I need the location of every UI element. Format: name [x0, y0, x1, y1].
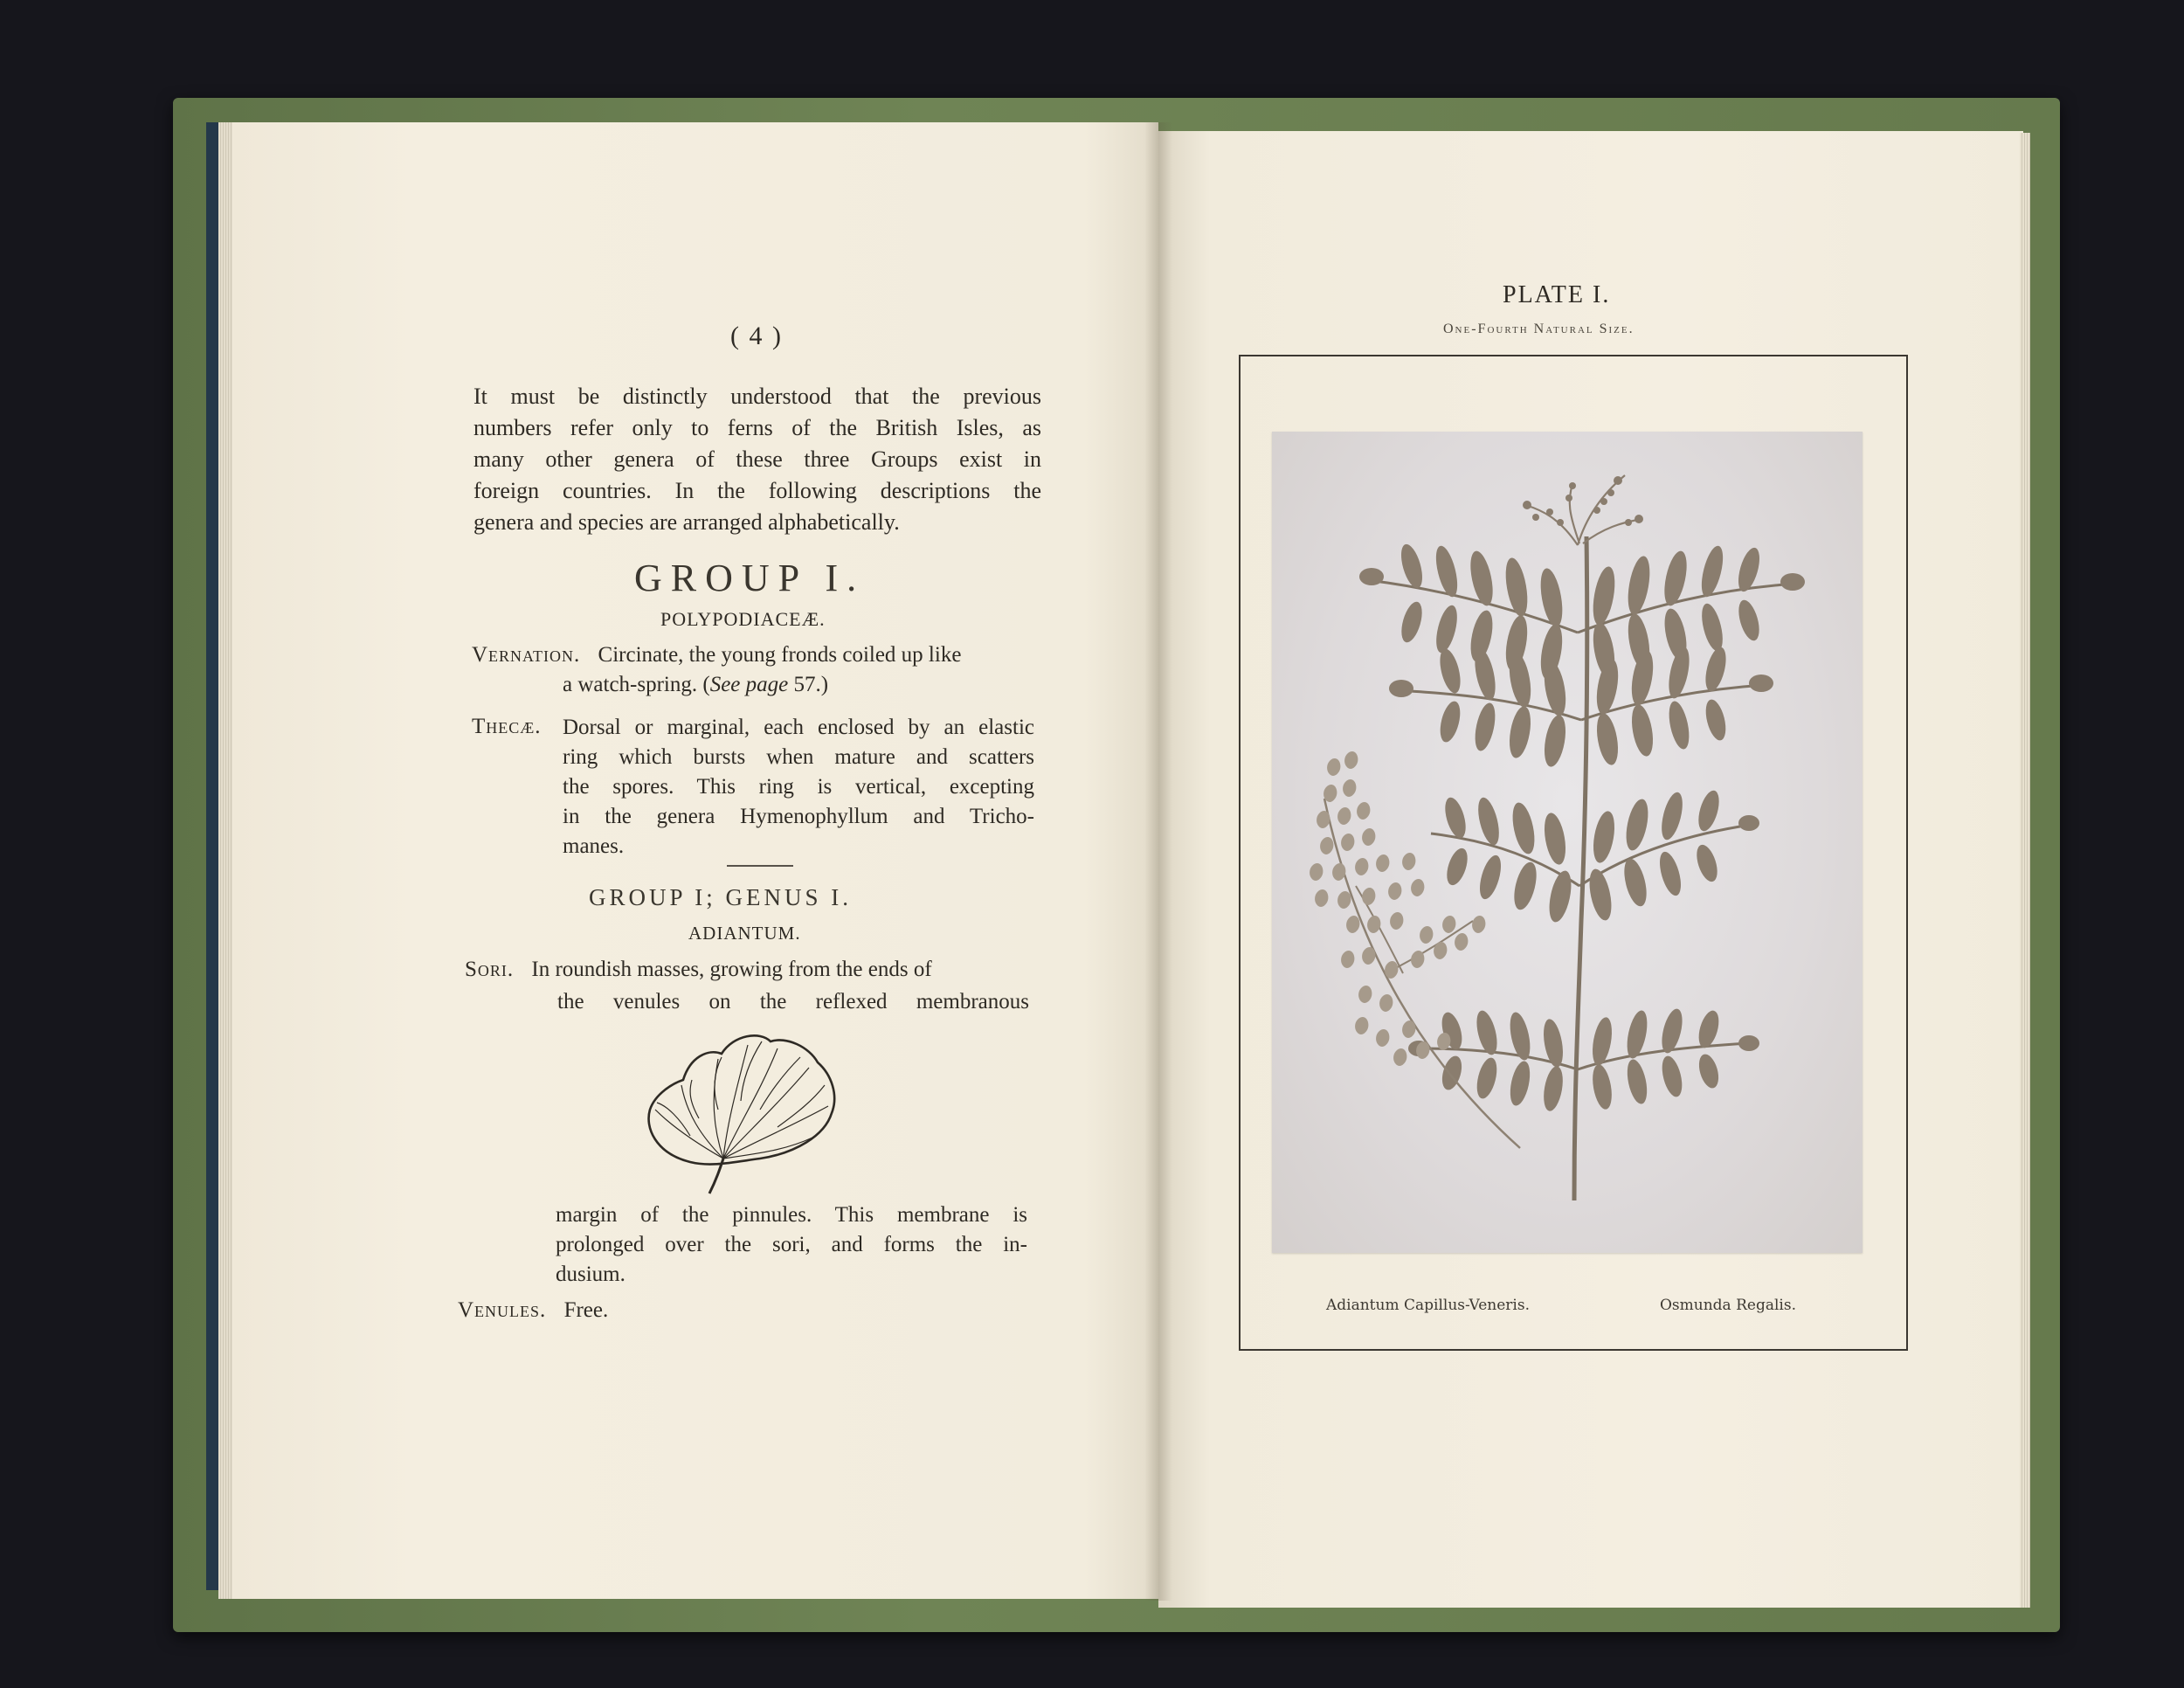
genus-subtitle: ADIANTUM. — [688, 923, 801, 944]
thecae-line: ring which bursts when mature and scatters — [563, 745, 1034, 769]
vernation-term: Vernation. — [472, 643, 581, 667]
intro-line: genera and species are arranged alphabetically. — [473, 509, 900, 535]
vernation-text-end: 57.) — [788, 673, 829, 696]
continuation-line: dusium. — [556, 1263, 625, 1286]
sori-line1: In roundish masses, growing from the ends of — [531, 958, 932, 981]
thecae-line: manes. — [563, 834, 625, 858]
plate-title: PLATE I. — [1503, 281, 1611, 308]
page-edges-right — [2020, 133, 2030, 1608]
book-gutter — [1144, 122, 1172, 1601]
sori-entry — [465, 958, 932, 982]
page-number: ( 4 ) — [730, 322, 783, 350]
section-divider — [727, 865, 793, 867]
thecae-line: Dorsal or marginal, each enclosed by an elastic — [563, 716, 1034, 739]
group-subtitle: POLYPODIACEÆ. — [660, 608, 826, 630]
continuation-line: prolonged over the sori, and forms the in- — [556, 1233, 1027, 1256]
intro-line: numbers refer only to ferns of the British Isles, as — [473, 415, 1041, 440]
vernation-entry — [472, 643, 961, 668]
thecae-term: Thecæ. — [472, 715, 542, 738]
fern-silhouettes — [1272, 432, 1863, 1253]
adiantum-pinnule-illustration — [638, 1022, 844, 1197]
continuation-line: margin of the pinnules. This membrane is — [556, 1203, 1027, 1227]
thecae-term-wrap — [472, 715, 542, 739]
sori-line2-wrap — [557, 987, 1029, 1017]
thecae-line: the spores. This ring is vertical, excepting — [563, 775, 1034, 799]
intro-line: It must be distinctly understood that the previous — [473, 384, 1041, 409]
intro-line: many other genera of these three Groups exist in — [473, 446, 1041, 472]
fern-photograph — [1272, 432, 1863, 1253]
sori-line2: the venules on the reflexed membranous — [557, 990, 1029, 1013]
vernation-line2 — [563, 673, 828, 697]
caption-osmunda: Osmunda Regalis. — [1660, 1297, 1796, 1314]
plate-subtitle: One-Fourth Natural Size. — [1443, 322, 1635, 336]
venules-value: Free. — [563, 1298, 609, 1322]
venules-entry — [458, 1298, 608, 1323]
vernation-text: a watch-spring. ( — [563, 673, 710, 696]
vernation-line1: Circinate, the young fronds coiled up like — [598, 643, 962, 667]
vernation-page-ref: See page — [709, 673, 789, 696]
genus-title: GROUP I; GENUS I. — [589, 884, 853, 910]
sori-term: Sori. — [465, 958, 515, 981]
thecae-line: in the genera Hymenophyllum and Tricho- — [563, 805, 1034, 828]
continuation-text — [556, 1200, 1027, 1290]
intro-line: foreign countries. In the following descriptions the — [473, 478, 1041, 503]
thecae-text — [563, 713, 1034, 861]
intro-paragraph — [473, 381, 1041, 538]
group-title: GROUP I. — [634, 557, 866, 599]
venules-term: Venules. — [458, 1298, 547, 1322]
caption-adiantum: Adiantum Capillus-Veneris. — [1326, 1297, 1530, 1314]
